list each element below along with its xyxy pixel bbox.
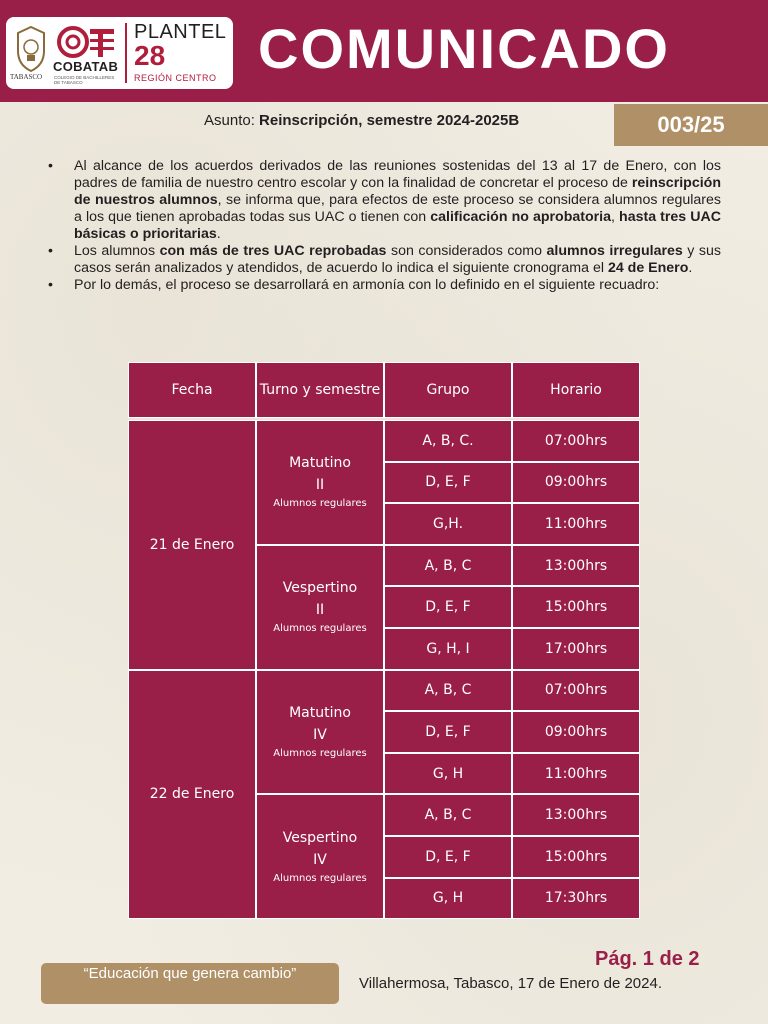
- p2-text-a: Los alumnos: [74, 243, 160, 259]
- shift-name: Vespertino: [282, 580, 358, 597]
- group-cell: G, H: [384, 753, 512, 795]
- schedule-table: [128, 362, 640, 919]
- time-cell: 11:00hrs: [512, 753, 640, 795]
- subject-line: [204, 112, 519, 129]
- time-cell: 17:00hrs: [512, 628, 640, 670]
- p2-text-e: y sus casos serán analizados y atendidos, de acuerdo lo indica el siguiente cronograma el: [74, 243, 722, 276]
- group-cell: A, B, C: [384, 545, 512, 587]
- time-cell: 13:00hrs: [512, 794, 640, 836]
- p1-bold-d: calificación no aprobatoria: [430, 209, 612, 225]
- place-date: Villahermosa, Tabasco, 17 de Enero de 2024.: [359, 975, 662, 992]
- paragraph-1: [48, 158, 721, 243]
- p1-text-g: .: [216, 226, 221, 242]
- group-cell: D, E, F: [384, 462, 512, 504]
- time-cell: 09:00hrs: [512, 711, 640, 753]
- date-cell: 22 de Enero: [128, 670, 256, 920]
- time-cell: 15:00hrs: [512, 836, 640, 878]
- time-cell: 07:00hrs: [512, 420, 640, 462]
- p1-text-a: Al alcance de los acuerdos derivados de las reuniones sostenidas del 13 al 17 de Enero, con los padres de familia de nuestro centro escolar y con la finalidad de concretar el proceso de: [74, 158, 721, 191]
- time-cell: 13:00hrs: [512, 545, 640, 587]
- paragraph-3: • Por lo demás, el proceso se desarrollará en armonía con lo definido en el siguiente recuadro:: [48, 277, 721, 294]
- shift-semester: IV: [313, 851, 327, 868]
- group-cell: G, H: [384, 878, 512, 920]
- shift-semester: II: [315, 477, 325, 494]
- p1-text-e: ,: [611, 209, 620, 225]
- header-turno: Turno y semestre: [256, 362, 384, 418]
- subject-label: Asunto:: [204, 112, 255, 129]
- p1-text-c: , se informa que, para efectos de este proceso se considera alumnos regulares a los que tienen aprobadas todas sus UAC o tienen con: [74, 192, 721, 225]
- cobatab-subtitle: COLEGIO DE BACHILLERES DE TABASCO: [54, 75, 115, 85]
- shift-name: Matutino: [289, 704, 351, 721]
- table-row: [128, 670, 640, 712]
- time-cell: 11:00hrs: [512, 503, 640, 545]
- time-cell: 09:00hrs: [512, 462, 640, 504]
- p2-bold-d: alumnos irregulares: [546, 243, 683, 259]
- shift-note: Alumnos regulares: [273, 747, 367, 759]
- paragraph-2: [48, 243, 721, 277]
- header-horario: Horario: [512, 362, 640, 418]
- cobatab-name: COBATAB: [53, 59, 119, 74]
- folio-badge: 003/25: [614, 104, 768, 146]
- p1-bold-f: hasta tres UAC básicas o prioritarias: [74, 209, 721, 242]
- date-cell: 21 de Enero: [128, 420, 256, 670]
- group-cell: D, E, F: [384, 711, 512, 753]
- group-cell: D, E, F: [384, 586, 512, 628]
- group-cell: A, B, C.: [384, 420, 512, 462]
- slogan-badge: “Educación que genera cambio”: [41, 963, 339, 1004]
- shift-cell: [256, 420, 384, 545]
- page-number: Pág. 1 de 2: [595, 948, 700, 970]
- shift-cell: [256, 794, 384, 919]
- header-grupo: Grupo: [384, 362, 512, 418]
- page-title: COMUNICADO: [258, 17, 670, 80]
- time-cell: 07:00hrs: [512, 670, 640, 712]
- seal-label: TABASCO: [10, 73, 43, 81]
- logo-divider: [125, 23, 127, 83]
- shift-note: Alumnos regulares: [273, 872, 367, 884]
- shift-semester: IV: [313, 726, 327, 743]
- time-cell: 17:30hrs: [512, 878, 640, 920]
- time-cell: 15:00hrs: [512, 586, 640, 628]
- shift-name: Matutino: [289, 455, 351, 472]
- shift-cell: [256, 545, 384, 670]
- shift-semester: II: [315, 602, 325, 619]
- body-text: [48, 158, 721, 294]
- p2-text-g: .: [688, 260, 693, 276]
- group-cell: G,H.: [384, 503, 512, 545]
- p2-bold-f: 24 de Enero: [607, 260, 689, 276]
- shift-cell: [256, 670, 384, 795]
- group-cell: A, B, C: [384, 670, 512, 712]
- group-cell: A, B, C: [384, 794, 512, 836]
- tabasco-seal-icon: [14, 25, 48, 73]
- plantel-number: 28: [134, 40, 166, 71]
- shift-name: Vespertino: [282, 829, 358, 846]
- shift-note: Alumnos regulares: [273, 498, 367, 510]
- region-label: REGIÓN CENTRO: [134, 73, 217, 83]
- p2-bold-b: con más de tres UAC reprobadas: [159, 243, 387, 259]
- group-cell: G, H, I: [384, 628, 512, 670]
- group-cell: D, E, F: [384, 836, 512, 878]
- header-fecha: Fecha: [128, 362, 256, 418]
- logo-box: [6, 17, 233, 89]
- p1-bold-b: reinscripción de nuestros alumnos: [74, 175, 721, 208]
- header-bar: [0, 0, 768, 102]
- cobatab-logo-icon: [54, 25, 118, 63]
- table-row: [128, 420, 640, 462]
- shift-note: Alumnos regulares: [273, 623, 367, 635]
- subject-value: Reinscripción, semestre 2024-2025B: [259, 112, 520, 129]
- p2-text-c: son considerados como: [386, 243, 547, 259]
- plantel-label: PLANTEL: [134, 21, 227, 43]
